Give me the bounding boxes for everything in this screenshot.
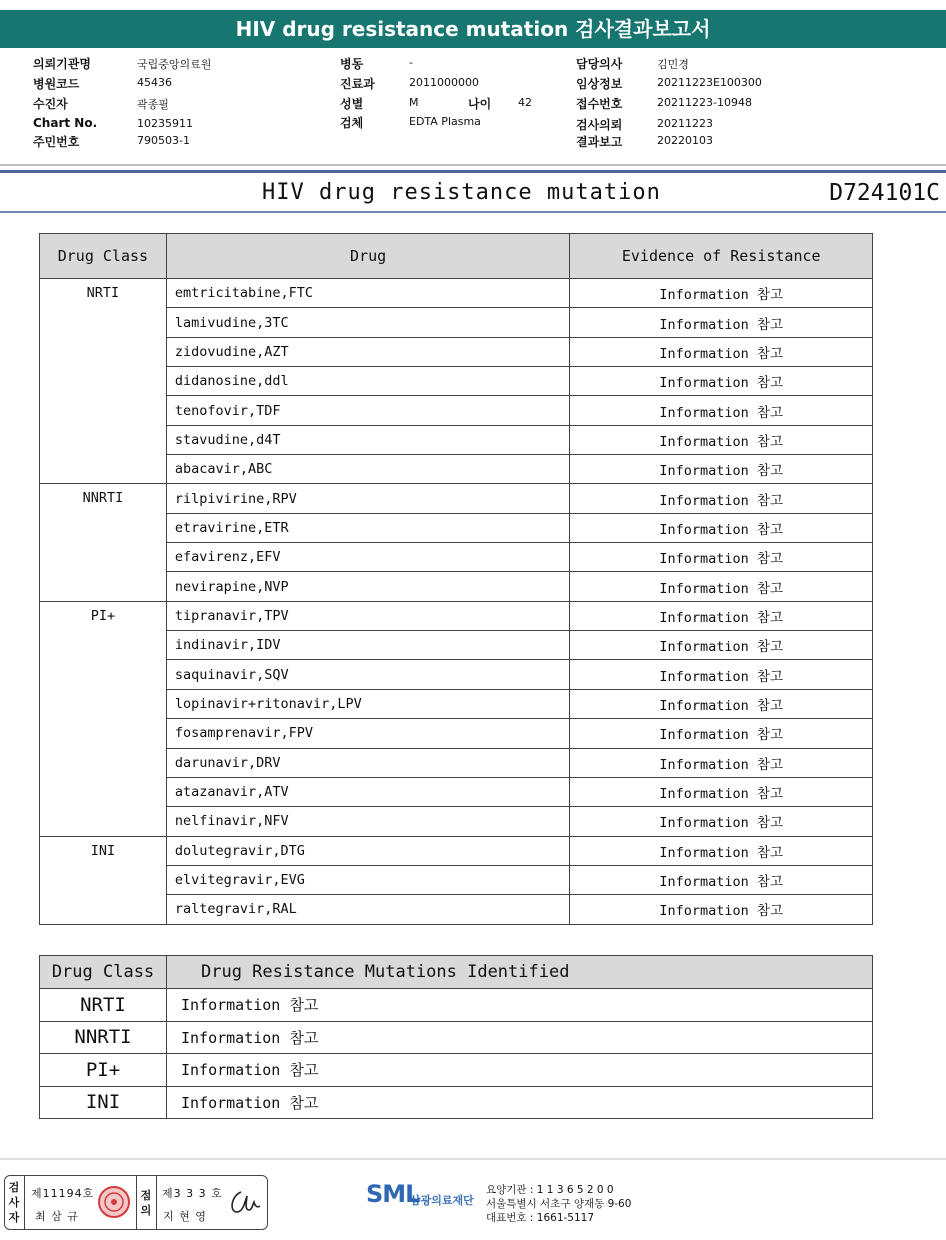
evidence-cell: Information 참고 xyxy=(570,689,873,718)
drug-cell: fosamprenavir,FPV xyxy=(166,719,570,748)
evidence-cell: Information 참고 xyxy=(570,719,873,748)
info-label: 의뢰기관명 xyxy=(33,57,91,71)
evidence-cell: Information 참고 xyxy=(570,631,873,660)
mutation-cell: Information 참고 xyxy=(167,989,873,1022)
drug-cell: didanosine,ddl xyxy=(166,367,570,396)
info-label: 검체 xyxy=(340,116,364,130)
seal-stamp-icon xyxy=(97,1185,131,1219)
evidence-cell: Information 참고 xyxy=(570,865,873,894)
info-label: 수진자 xyxy=(33,97,68,111)
divider xyxy=(0,170,946,173)
table-row xyxy=(40,1021,873,1054)
drug-class-cell: INI xyxy=(40,1086,167,1119)
info-label: 접수번호 xyxy=(576,97,623,111)
info-label: 임상정보 xyxy=(576,77,623,91)
table-row xyxy=(40,989,873,1022)
info-label: 병원코드 xyxy=(33,77,80,91)
info-label: 병동 xyxy=(340,57,364,71)
divider xyxy=(0,164,946,166)
inspector-no: 제11194호 xyxy=(31,1187,95,1200)
evidence-cell: Information 참고 xyxy=(570,308,873,337)
table-row xyxy=(40,484,873,513)
table-header-row xyxy=(40,956,873,989)
column-header-evidence: Evidence of Resistance xyxy=(570,234,873,279)
info-value: 곽종필 xyxy=(137,98,169,111)
org-location: 서울특별시 서초구 양재동 9-60 xyxy=(486,1198,632,1210)
evidence-cell: Information 참고 xyxy=(570,337,873,366)
inspector-name: 최 삼 규 xyxy=(35,1210,79,1223)
drug-cell: abacavir,ABC xyxy=(166,455,570,484)
drug-class-cell: NRTI xyxy=(40,279,167,484)
info-value: 42 xyxy=(518,96,532,109)
mutation-cell: Information 참고 xyxy=(167,1054,873,1087)
evidence-cell: Information 참고 xyxy=(570,367,873,396)
info-value: 20220103 xyxy=(657,134,713,147)
resistance-table xyxy=(39,233,873,925)
info-value: 790503-1 xyxy=(137,134,190,147)
drug-class-cell: NNRTI xyxy=(40,1021,167,1054)
evidence-cell: Information 참고 xyxy=(570,572,873,601)
drug-cell: etravirine,ETR xyxy=(166,513,570,542)
info-label: 나이 xyxy=(468,97,492,111)
evidence-cell: Information 참고 xyxy=(570,836,873,865)
mutation-table xyxy=(39,955,873,1119)
info-label: 주민번호 xyxy=(33,135,80,149)
drug-cell: stavudine,d4T xyxy=(166,425,570,454)
evidence-cell: Information 참고 xyxy=(570,748,873,777)
drug-cell: lamivudine,3TC xyxy=(166,308,570,337)
table-row xyxy=(40,601,873,630)
mutation-cell: Information 참고 xyxy=(167,1021,873,1054)
org-name: 삼광의료재단 xyxy=(410,1194,474,1207)
info-label: Chart No. xyxy=(33,116,98,130)
info-value: 45436 xyxy=(137,76,172,89)
drug-cell: tipranavir,TPV xyxy=(166,601,570,630)
info-label: 결과보고 xyxy=(576,135,623,149)
report-header-title: HIV drug resistance mutation 검사결과보고서 xyxy=(0,10,946,48)
evidence-cell: Information 참고 xyxy=(570,660,873,689)
org-logo xyxy=(366,1180,474,1208)
info-label: 담당의사 xyxy=(576,57,623,71)
org-phone: 대표번호 : 1661-5117 xyxy=(486,1212,595,1224)
reviewer-label: 점 의 xyxy=(140,1189,152,1217)
drug-class-cell: PI+ xyxy=(40,601,167,836)
evidence-cell: Information 참고 xyxy=(570,895,873,924)
column-header-mutations: Drug Resistance Mutations Identified xyxy=(167,956,873,989)
drug-cell: emtricitabine,FTC xyxy=(166,279,570,308)
report-code: D724101C xyxy=(829,180,940,206)
evidence-cell: Information 참고 xyxy=(570,777,873,806)
drug-class-cell: INI xyxy=(40,836,167,924)
drug-cell: rilpivirine,RPV xyxy=(166,484,570,513)
drug-cell: saquinavir,SQV xyxy=(166,660,570,689)
drug-cell: nevirapine,NVP xyxy=(166,572,570,601)
drug-cell: elvitegravir,EVG xyxy=(166,865,570,894)
info-label: 진료과 xyxy=(340,77,375,91)
evidence-cell: Information 참고 xyxy=(570,484,873,513)
info-value: 김민경 xyxy=(657,58,689,71)
table-row xyxy=(40,279,873,308)
info-value: 20211223-10948 xyxy=(657,96,752,109)
evidence-cell: Information 참고 xyxy=(570,455,873,484)
column-header-drug-class: Drug Class xyxy=(40,956,167,989)
drug-cell: indinavir,IDV xyxy=(166,631,570,660)
org-address xyxy=(486,1183,631,1225)
drug-cell: tenofovir,TDF xyxy=(166,396,570,425)
drug-cell: zidovudine,AZT xyxy=(166,337,570,366)
divider xyxy=(24,1176,25,1229)
evidence-cell: Information 참고 xyxy=(570,543,873,572)
reviewer-no: 제3 3 3 호 xyxy=(162,1187,223,1200)
drug-cell: raltegravir,RAL xyxy=(166,895,570,924)
divider xyxy=(156,1176,157,1229)
patient-info xyxy=(0,55,946,150)
evidence-cell: Information 참고 xyxy=(570,396,873,425)
report-title: HIV drug resistance mutation xyxy=(262,180,661,205)
evidence-cell: Information 참고 xyxy=(570,807,873,836)
table-header-row xyxy=(40,234,873,279)
drug-class-cell: NNRTI xyxy=(40,484,167,601)
info-value: EDTA Plasma xyxy=(409,115,481,128)
info-value: 2011000000 xyxy=(409,76,479,89)
evidence-cell: Information 참고 xyxy=(570,601,873,630)
drug-class-cell: PI+ xyxy=(40,1054,167,1087)
info-value: M xyxy=(409,96,419,109)
drug-cell: nelfinavir,NFV xyxy=(166,807,570,836)
info-value: - xyxy=(409,56,413,69)
info-label: 검사의뢰 xyxy=(576,118,623,132)
evidence-cell: Information 참고 xyxy=(570,513,873,542)
drug-cell: lopinavir+ritonavir,LPV xyxy=(166,689,570,718)
divider xyxy=(0,1158,946,1160)
signature-box xyxy=(4,1175,268,1230)
evidence-cell: Information 참고 xyxy=(570,425,873,454)
mutation-table-body xyxy=(40,989,873,1119)
drug-cell: darunavir,DRV xyxy=(166,748,570,777)
table-row xyxy=(40,1054,873,1087)
inspector-label: 검 사 자 xyxy=(8,1181,20,1224)
org-code: 요양기관 : 1 1 3 6 5 2 0 0 xyxy=(486,1184,614,1196)
sml-logo: SML xyxy=(366,1180,420,1208)
resistance-table-body xyxy=(40,279,873,925)
info-value: 20211223 xyxy=(657,117,713,130)
reviewer-name: 지 현 영 xyxy=(163,1210,207,1223)
evidence-cell: Information 참고 xyxy=(570,279,873,308)
info-value: 국립중앙의료원 xyxy=(137,58,212,71)
table-row xyxy=(40,1086,873,1119)
mutation-cell: Information 참고 xyxy=(167,1086,873,1119)
drug-cell: atazanavir,ATV xyxy=(166,777,570,806)
table-row xyxy=(40,836,873,865)
column-header-drug-class: Drug Class xyxy=(40,234,167,279)
column-header-drug: Drug xyxy=(166,234,570,279)
divider xyxy=(136,1176,137,1229)
info-label: 성별 xyxy=(340,97,364,111)
divider xyxy=(0,211,946,213)
info-value: 10235911 xyxy=(137,117,193,130)
drug-cell: efavirenz,EFV xyxy=(166,543,570,572)
drug-class-cell: NRTI xyxy=(40,989,167,1022)
signature-icon xyxy=(227,1186,263,1218)
info-value: 20211223E100300 xyxy=(657,76,762,89)
drug-cell: dolutegravir,DTG xyxy=(166,836,570,865)
